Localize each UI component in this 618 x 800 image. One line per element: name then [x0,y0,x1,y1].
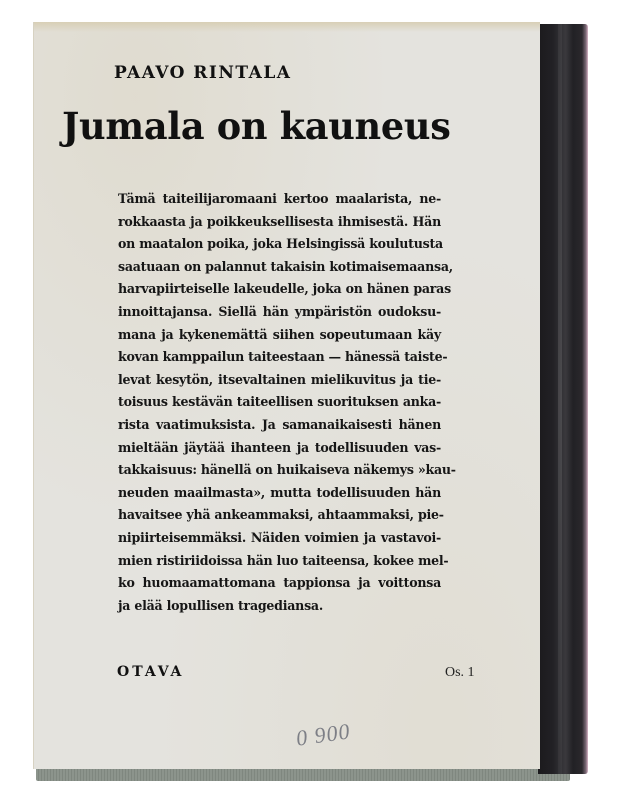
series-label: Os. 1 [445,665,475,680]
blurb-line: havaitsee yhä ankeammaksi, ahtaammaksi, pie- [118,507,444,523]
worn-top-edge [34,22,540,32]
author-name: PAAVO RINTALA [114,63,292,83]
blurb-line: mana ja kykenemättä siihen sopeutumaan käy [118,326,441,342]
blurb-line: toisuus kestävän taiteellisen suorituksen anka- [118,394,441,410]
blurb-line: Tämä taiteilijaromaani kertoo maalarista, ne- [118,191,441,206]
blurb-line: mien ristiriidoissa hän luo taiteensa, kokee mel- [118,552,449,568]
blurb-line: rokkaasta ja poikkeuksellisesta ihmisestä. Hän [118,213,441,229]
publisher-name: OTAVA [117,664,185,680]
blurb-line: harvapiirteiselle lakeudelle, joka on hänen paras [118,281,451,297]
blurb-line: neuden maailmasta», mutta todellisuuden hän [118,484,441,500]
blurb-line: kovan kamppailun taiteestaan — hänessä taiste- [118,349,448,365]
blurb-line: on maatalon poika, joka Helsingissä koulutusta [118,236,443,252]
blurb-line: takkaisuus: hänellä on huikaiseva näkemys »kau- [118,462,456,478]
pencil-price-note: 0 900 [294,718,352,751]
blurb-line: innoittajansa. Siellä hän ympäristön oudoksu- [118,303,441,319]
book-title: Jumala on kauneus [62,104,451,148]
blurb-line: ja elää lopullisen tragediansa. [118,597,323,613]
blurb-line: mieltään jäytää ihanteen ja todellisuuden vas- [118,439,441,455]
blurb-line: levat kesytön, itsevaltainen mielikuvitus ja tie- [118,371,441,387]
blurb-line: ko huomaamattomana tappionsa ja voittonsa [118,575,441,591]
blurb-line: nipiirteisemmäksi. Näiden voimien ja vastavoi- [118,529,441,545]
blurb-line: saatuaan on palannut takaisin kotimaisemaansa, [118,258,453,274]
blurb-text [118,188,456,617]
book-spine [538,24,588,774]
blurb-line: rista vaatimuksista. Ja samanaikaisesti hänen [118,416,441,432]
